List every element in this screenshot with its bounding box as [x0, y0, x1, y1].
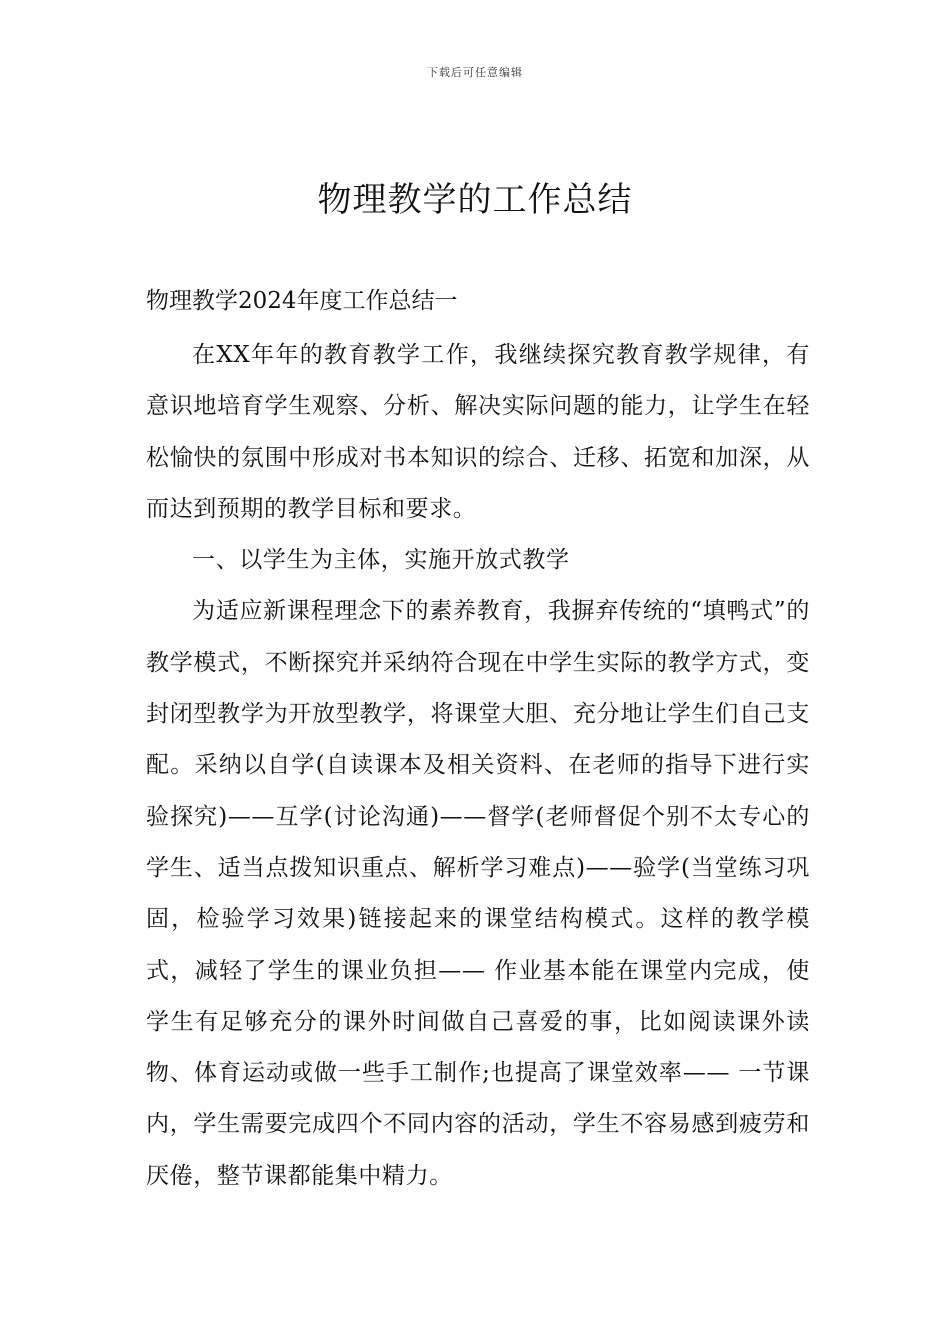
header-note: 下载后可任意编辑	[427, 66, 523, 79]
paragraph-teaching-method: 为适应新课程理念下的素养教育，我摒弃传统的“填鸭式”的教学模式，不断探究并采纳符合现在中学生实际的教学方式，变封闭型教学为开放型教学，将课堂大胆、充分地让学生们自己支配。采纳以自学(自读课本及相关资料、在老师的指导下进行实验探究)——互学(讨论沟通)——督学(老师督促个别不太专心的学生、适当点拨知识重点、解析学习难点)——验学(当堂练习巩固，检验学习效果)链接起来的课堂结构模式。这样的教学模式，减轻了学生的课业负担—— 作业基本能在课堂内完成，使学生有足够充分的课外时间做自己喜爱的事，比如阅读课外读物、体育运动或做一些手工制作;也提高了课堂效率—— 一节课内，学生需要完成四个不同内容的活动，学生不容易感到疲劳和厌倦，整节课都能集中精力。	[146, 598, 810, 1189]
document-subtitle: 物理教学2024年度工作总结一	[146, 288, 458, 314]
document-body	[146, 330, 810, 1202]
section-heading: 一、以学生为主体，实施开放式教学	[192, 547, 570, 574]
document-title: 物理教学的工作总结	[317, 180, 633, 220]
paragraph-intro: 在XX年年的教育教学工作，我继续探究教育教学规律，有意识地培育学生观察、分析、解决实际问题的能力，让学生在轻松愉快的氛围中形成对书本知识的综合、迁移、拓宽和加深，从而达到预期的教学目标和要求。	[146, 342, 810, 522]
